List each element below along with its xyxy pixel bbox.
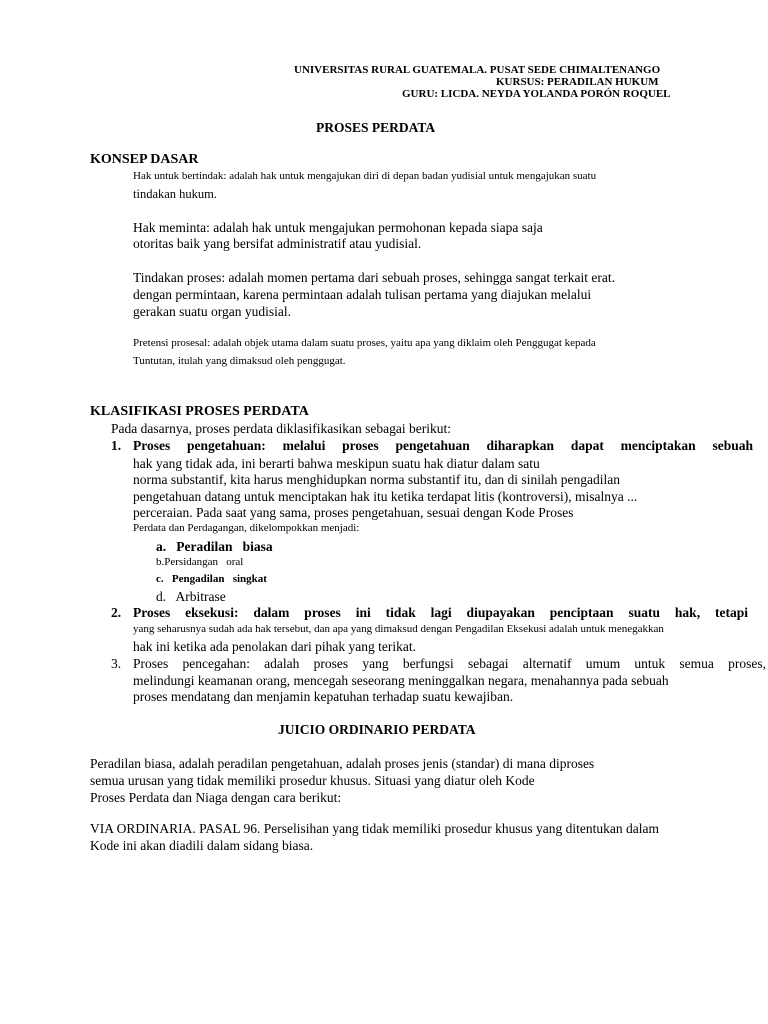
item2-line: hak ini ketika ada penolakan dari pihak yang terikat. (133, 639, 417, 654)
sub-item-a: a. Peradilan biasa (156, 539, 273, 554)
item1-line4: perceraian. Pada saat yang sama, proses pengetahuan, sesuai dengan Kode Proses (133, 505, 574, 520)
header-university: UNIVERSITAS RURAL GUATEMALA. PUSAT SEDE CHIMALTENANGO (294, 64, 661, 76)
section-heading-juicio: JUICIO ORDINARIO PERDATA (278, 722, 476, 737)
juicio-p1-line1: Peradilan biasa, adalah peradilan pengetahuan, adalah proses jenis (standar) di mana diproses (90, 756, 595, 771)
item1-lead: Proses pengetahuan: melalui proses pengetahuan diharapkan dapat menciptakan sebuah (133, 438, 753, 453)
konsep-p3-line2: dengan permintaan, karena permintaan adalah tulisan pertama yang diajukan melalui (133, 287, 592, 302)
section-heading-konsep: KONSEP DASAR (90, 152, 199, 167)
sub-item-c: c. Pengadilan singkat (156, 573, 267, 585)
header-teacher: GURU: LICDA. NEYDA YOLANDA PORÓN ROQUEL (402, 88, 671, 100)
konsep-p3-line1: Tindakan proses: adalah momen pertama dari sebuah proses, sehingga sangat terkait erat. (133, 270, 615, 285)
section-heading-klasifikasi: KLASIFIKASI PROSES PERDATA (90, 404, 309, 419)
sub-item-b: b.Persidangan oral (156, 556, 244, 568)
item1-line3: pengetahuan datang untuk menciptakan hak itu ketika terdapat litis (kontroversi), misalnya ... (133, 489, 638, 504)
sub-item-d: d. Arbitrase (156, 589, 226, 604)
konsep-p1-line1: Hak untuk bertindak: adalah hak untuk mengajukan diri di depan badan yudisial untuk mengajukan suatu (133, 170, 597, 182)
document-title: PROSES PERDATA (316, 120, 436, 135)
juicio-p1-line3: Proses Perdata dan Niaga dengan cara berikut: (90, 790, 342, 805)
list-number-2: 2. (111, 605, 122, 620)
item3-lead: Proses pencegahan: adalah proses yang berfungsi sebagai alternatif umum untuk semua proses, (133, 656, 766, 671)
konsep-p4-line1: Pretensi prosesal: adalah objek utama dalam suatu proses, yaitu apa yang diklaim oleh Penggugat kepada (133, 337, 596, 349)
item2-lead: Proses eksekusi: dalam proses ini tidak lagi diupayakan penciptaan suatu hak, tetapi (133, 605, 748, 620)
item3-line1: melindungi keamanan orang, mencegah seseorang meninggalkan negara, menahannya pada sebuah (133, 673, 669, 688)
konsep-p3-line3: gerakan suatu organ yudisial. (133, 304, 291, 319)
list-number-3: 3. (111, 656, 122, 671)
item1-small: Perdata dan Perdagangan, dikelompokkan menjadi: (133, 522, 360, 534)
konsep-p4-line2: Tuntutan, itulah yang dimaksud oleh penggugat. (133, 355, 346, 367)
header-course: KURSUS: PERADILAN HUKUM (496, 76, 659, 88)
item3-line2: proses mendatang dan menjamin kepatuhan terhadap suatu kewajiban. (133, 689, 514, 704)
juicio-p1-line2: semua urusan yang tidak memiliki prosedur khusus. Situasi yang diatur oleh Kode (90, 773, 535, 788)
juicio-p2-line1: VIA ORDINARIA. PASAL 96. Perselisihan yang tidak memiliki prosedur khusus yang ditentukan dalam (90, 821, 659, 836)
list-number-1: 1. (111, 438, 122, 453)
konsep-p1-line2: tindakan hukum. (133, 187, 218, 201)
konsep-p2-line1: Hak meminta: adalah hak untuk mengajukan permohonan kepada siapa saja (133, 220, 543, 235)
konsep-p2-line2: otoritas baik yang bersifat administratif atau yudisial. (133, 236, 422, 251)
item2-small: yang seharusnya sudah ada hak tersebut, dan apa yang dimaksud dengan Pengadilan Eksekusi adalah untuk menegakkan (133, 623, 664, 635)
juicio-p2-line2: Kode ini akan diadili dalam sidang biasa. (90, 838, 314, 853)
klasifikasi-intro: Pada dasarnya, proses perdata diklasifikasikan sebagai berikut: (111, 421, 452, 436)
item1-line1: hak yang tidak ada, ini berarti bahwa meskipun suatu hak diatur dalam satu (133, 456, 540, 471)
item1-line2: norma substantif, kita harus menghidupkan norma substantif itu, dan di sinilah pengadilan (133, 472, 621, 487)
